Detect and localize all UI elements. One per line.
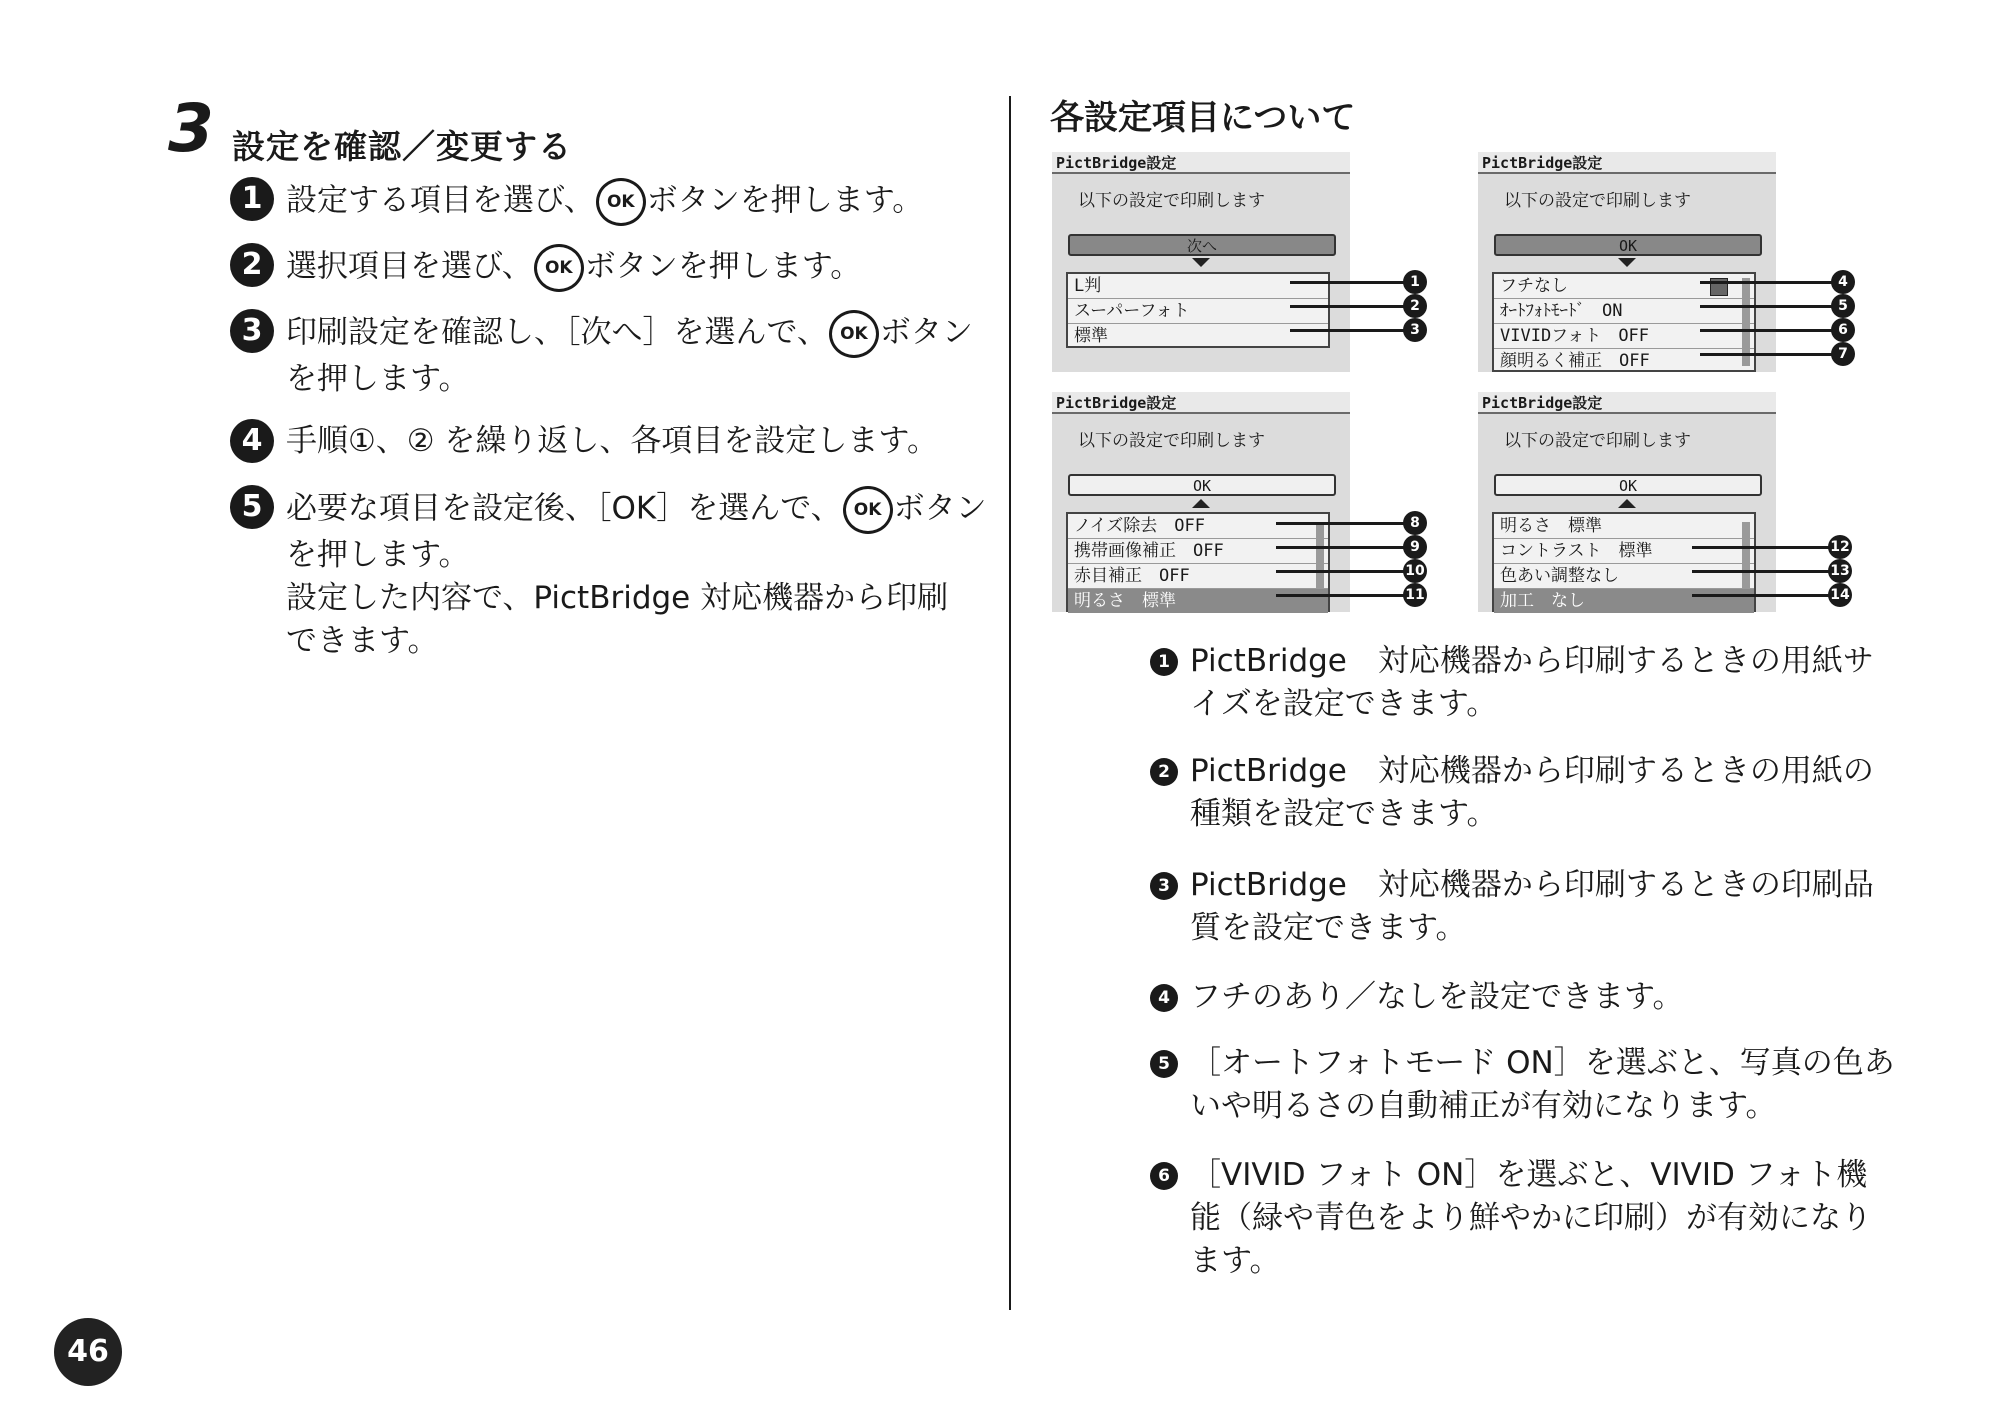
description-text: イズを設定できます。: [1190, 686, 1498, 722]
callout-number: 2: [1403, 294, 1427, 318]
substep-4: [230, 420, 990, 463]
ok-button-icon: OK: [534, 244, 584, 292]
callout-line: [1700, 305, 1833, 308]
callout-line: [1700, 353, 1833, 356]
lcd-screen-2: [1478, 152, 1776, 372]
callout-number: 11: [1403, 583, 1427, 607]
callout-line: [1692, 570, 1830, 573]
callout-line: [1700, 329, 1833, 332]
description-3: [1150, 864, 1890, 950]
callout-line: [1276, 570, 1406, 573]
down-arrow-icon: [1618, 258, 1636, 267]
ok-button-icon: OK: [843, 486, 893, 534]
list-item: ｵｰﾄﾌｫﾄﾓｰﾄﾞ ON: [1494, 299, 1754, 324]
substep-1: [230, 178, 990, 226]
description-text: ます。: [1190, 1243, 1281, 1279]
step-title: 設定を確認／変更する: [232, 127, 572, 166]
description-number: 4: [1150, 984, 1178, 1012]
callout-number: 8: [1403, 511, 1427, 535]
description-text: いや明るさの自動補正が有効になります。: [1190, 1088, 1777, 1124]
screen-next-button: 次へ: [1068, 234, 1336, 256]
substep-number: 3: [230, 309, 274, 353]
lcd-screen-3: [1052, 392, 1350, 612]
callout-number: 7: [1831, 342, 1855, 366]
substep-text: 設定する項目を選び、: [286, 182, 595, 219]
screen-title: PictBridge設定: [1478, 392, 1776, 414]
substep-number: 5: [230, 485, 274, 529]
callout-line: [1692, 546, 1830, 549]
screen-ok-button: OK: [1068, 474, 1336, 496]
page-number: 46: [54, 1318, 122, 1386]
screen-message: 以下の設定で印刷します: [1504, 431, 1691, 451]
list-item: フチなし: [1494, 274, 1754, 299]
description-text: 質を設定できます。: [1190, 910, 1467, 946]
substep-text-after: ボタンを押します。: [646, 182, 924, 219]
substep-3: [230, 310, 990, 401]
description-text: ［オートフォトモード ON］を選ぶと、写真の色あ: [1190, 1045, 1895, 1081]
substep-number: 4: [230, 419, 274, 463]
description-1: [1150, 640, 1890, 726]
screen-message: 以下の設定で印刷します: [1078, 431, 1265, 451]
substep-text: 必要な項目を設定後、［OK］を選んで、: [286, 490, 842, 527]
lcd-screen-1: [1052, 152, 1350, 372]
callout-number: 14: [1828, 583, 1852, 607]
list-item: 明るさ 標準: [1494, 514, 1754, 539]
substep-text: 選択項目を選び、: [286, 248, 533, 285]
callout-number: 12: [1828, 535, 1852, 559]
description-text: 能（緑や青色をより鮮やかに印刷）が有効になり: [1190, 1200, 1872, 1236]
list-item: VIVIDフォト OFF: [1494, 324, 1754, 349]
callout-line: [1290, 305, 1405, 308]
description-text: 種類を設定できます。: [1190, 796, 1498, 832]
description-number: 5: [1150, 1050, 1178, 1078]
substep-text: 印刷設定を確認し、［次へ］を選んで、: [286, 314, 828, 351]
list-item: 携帯画像補正 OFF: [1068, 539, 1328, 564]
callout-line: [1276, 594, 1406, 597]
callout-number: 4: [1831, 270, 1855, 294]
list-item: コントラスト 標準: [1494, 539, 1754, 564]
screen-list: [1492, 272, 1756, 372]
section-title: 各設定項目について: [1050, 98, 1356, 138]
substep-5: [230, 486, 990, 663]
screen-ok-button: OK: [1494, 474, 1762, 496]
substep-text: 手順①、② を繰り返し、各項目を設定します。: [286, 423, 938, 459]
callout-number: 1: [1403, 270, 1427, 294]
list-item: 顔明るく補正 OFF: [1500, 351, 1650, 371]
screen-message: 以下の設定で印刷します: [1504, 191, 1691, 211]
screen-title: PictBridge設定: [1478, 152, 1776, 174]
list-item: 色あい調整なし: [1494, 564, 1754, 589]
description-text: PictBridge 対応機器から印刷するときの印刷品: [1190, 867, 1874, 903]
screen-list: [1066, 512, 1330, 612]
description-number: 3: [1150, 872, 1178, 900]
description-2: [1150, 750, 1890, 836]
list-item: 赤目補正 OFF: [1068, 564, 1328, 589]
list-item-selected: 明るさ 標準: [1068, 589, 1328, 613]
screen-title: PictBridge設定: [1052, 152, 1350, 174]
description-number: 2: [1150, 758, 1178, 786]
screen-message: 以下の設定で印刷します: [1078, 191, 1265, 211]
substep-continuation: できます。: [286, 623, 439, 659]
description-6: [1150, 1154, 1890, 1283]
substep-number: 1: [230, 177, 274, 221]
substep-text-after: ボタンを押します。: [584, 248, 862, 285]
screen-list: [1492, 512, 1756, 612]
callout-line: [1700, 281, 1833, 284]
callout-line: [1276, 546, 1406, 549]
description-number: 6: [1150, 1162, 1178, 1190]
screen-ok-button: OK: [1494, 234, 1762, 256]
substep-continuation: 設定した内容で、PictBridge 対応機器から印刷: [286, 580, 949, 616]
description-text: PictBridge 対応機器から印刷するときの用紙サ: [1190, 643, 1874, 679]
list-item: スーパーフォト: [1068, 299, 1328, 324]
lcd-screen-4: [1478, 392, 1776, 612]
list-item: L判: [1068, 274, 1328, 299]
description-number: 1: [1150, 648, 1178, 676]
substep-2: [230, 244, 990, 292]
ok-button-icon: OK: [829, 310, 879, 358]
list-item: 標準: [1074, 326, 1108, 346]
callout-line: [1692, 594, 1830, 597]
callout-number: 5: [1831, 294, 1855, 318]
substep-text-after: ボタン: [893, 490, 987, 527]
substep-number: 2: [230, 243, 274, 287]
up-arrow-icon: [1618, 499, 1636, 508]
substep-text-after: ボタン: [879, 314, 973, 351]
callout-line: [1290, 281, 1405, 284]
callout-line: [1276, 522, 1406, 525]
description-text: フチのあり／なしを設定できます。: [1190, 979, 1684, 1015]
description-text: ［VIVID フォト ON］を選ぶと、VIVID フォト機: [1190, 1157, 1868, 1193]
substep-continuation: を押します。: [286, 537, 470, 573]
step-number: 3: [168, 90, 214, 167]
up-arrow-icon: [1192, 499, 1210, 508]
list-item: ノイズ除去 OFF: [1068, 514, 1328, 539]
callout-number: 13: [1828, 559, 1852, 583]
callout-number: 10: [1403, 559, 1427, 583]
list-item-selected: 加工 なし: [1494, 589, 1754, 613]
callout-line: [1290, 329, 1405, 332]
callout-number: 6: [1831, 318, 1855, 342]
screen-title: PictBridge設定: [1052, 392, 1350, 414]
column-divider: [1009, 96, 1011, 1310]
description-text: PictBridge 対応機器から印刷するときの用紙の: [1190, 753, 1874, 789]
callout-number: 9: [1403, 535, 1427, 559]
ok-button-icon: OK: [596, 178, 646, 226]
callout-number: 3: [1403, 318, 1427, 342]
down-arrow-icon: [1192, 258, 1210, 267]
substep-continuation: を押します。: [286, 361, 470, 397]
description-5: [1150, 1042, 1895, 1128]
description-4: [1150, 976, 1890, 1019]
